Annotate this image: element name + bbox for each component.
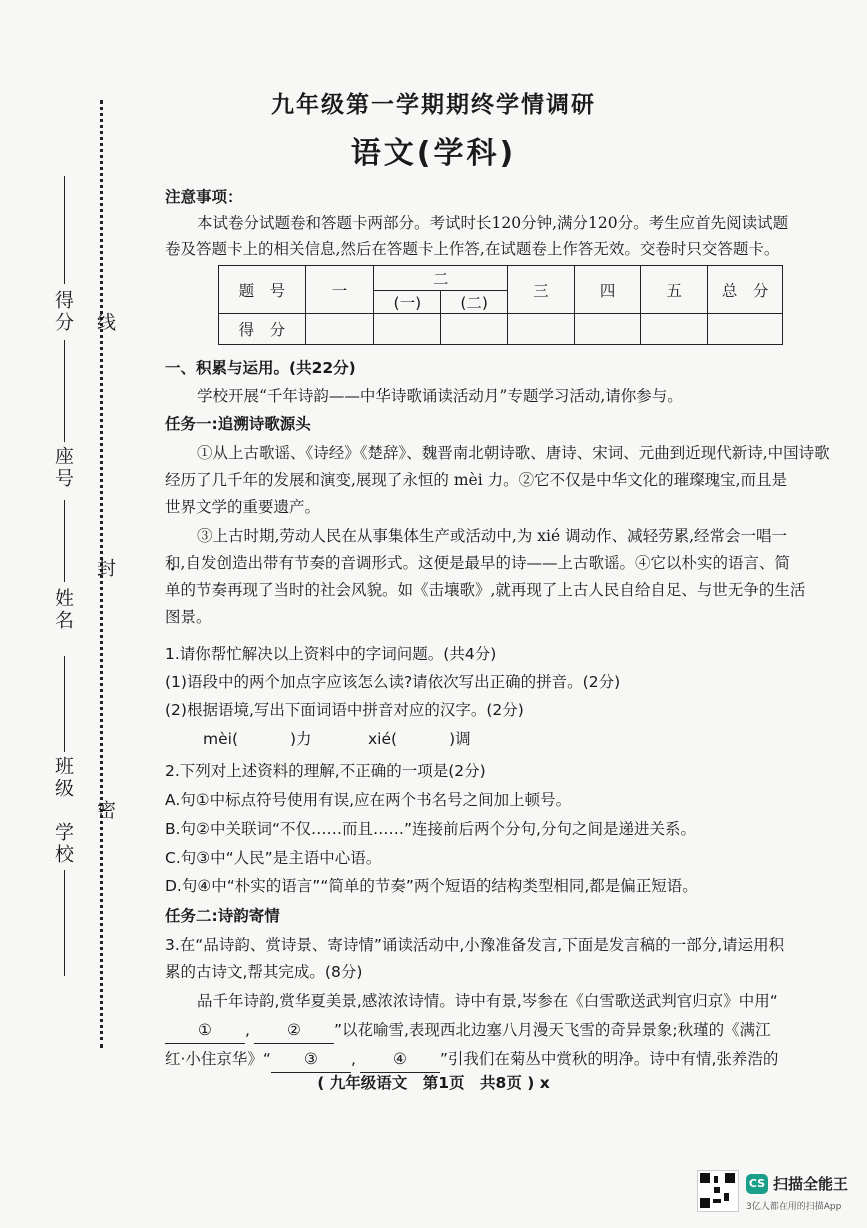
question-3-line-1: 3.在“品诗韵、赏诗景、寄诗情”诵读活动中,小豫准备发言,下面是发言稿的一部分,请运用积 <box>165 936 785 954</box>
score-cell <box>574 314 641 345</box>
score-cell <box>374 314 441 345</box>
score-table-col-2b: (二) <box>441 291 508 314</box>
class-underline <box>64 656 65 752</box>
score-field-label: 得分 <box>52 290 74 334</box>
answer-xie <box>368 727 471 749</box>
passage-line <box>165 550 845 576</box>
task-2-heading: 任务二:诗韵寄情 <box>165 907 280 925</box>
score-table-col-2a: (一) <box>374 291 441 314</box>
question-2: 2.下列对上述资料的理解,不正确的一项是(2分) <box>165 762 486 780</box>
qr-code-icon <box>697 1170 739 1212</box>
feng-label: 封 <box>94 558 116 580</box>
question-1-2: (2)根据语境,写出下面词语中拼音对应的汉字。(2分) <box>165 701 524 719</box>
score-table-col-2: 二 <box>374 266 508 291</box>
passage-line: 单的节奏再现了当时的社会风貌。如《击壤歌》,就再现了上古人民自给自足、与世无争的生活 <box>165 581 806 599</box>
mei-close: )力 <box>290 730 312 748</box>
dotted-character: 和 <box>165 554 181 572</box>
answer-mei <box>203 727 312 749</box>
notice-line-1: 本试卷分试题卷和答题卡两部分。考试时长120分钟,满分120分。考生应首先阅读试题 <box>197 214 789 232</box>
pinyin-mei: mèi( <box>203 730 238 748</box>
seat-underline <box>64 340 65 442</box>
notice-line-2: 卷及答题卡上的相关信息,然后在答题卡上作答,在试题卷上作答无效。交卷时只交答题卡。 <box>165 240 780 258</box>
task-1-heading: 任务一:追溯诗歌源头 <box>165 415 311 433</box>
mi-label: 密 <box>94 800 116 822</box>
question-1-1: (1)语段中的两个加点字应该怎么读?请依次写出正确的拼音。(2分) <box>165 673 621 691</box>
blank-2[interactable]: ② <box>254 1017 334 1044</box>
score-cell <box>708 314 783 345</box>
xie-close: )调 <box>449 730 471 748</box>
camscanner-name: 扫描全能王 <box>773 1175 849 1193</box>
question-3-line-3: 品千年诗韵,赏华夏美景,感浓浓诗情。诗中有景,岑参在《白雪歌送武判官归京》中用“ <box>197 992 778 1010</box>
score-table-header-label: 题 号 <box>219 266 306 314</box>
score-table-col-4: 四 <box>574 266 641 314</box>
question-1: 1.请你帮忙解决以上资料中的字词问题。(共4分) <box>165 645 497 663</box>
section-1-intro: 学校开展“千年诗韵——中华诗歌诵读活动月”专题学习活动,请你参与。 <box>197 387 683 405</box>
passage-line: ③上古时期,劳动人民在从事集体生产或活动中,为 xié 调动作、减轻劳累,经常会一唱一 <box>197 527 788 545</box>
school-field-label: 学校 <box>52 822 74 866</box>
option-a: A.句①中标点符号使用有误,应在两个书名号之间加上顿号。 <box>165 791 572 809</box>
question-3-line-5: 红·小住京华》“ ③ , ④ ”引我们在菊丛中赏秋的明净。诗中有情,张养浩的 <box>165 1046 845 1073</box>
exam-title: 九年级第一学期期终学情调研 <box>271 92 596 118</box>
question-3-line-2: 累的古诗文,帮其完成。(8分) <box>165 963 363 981</box>
name-underline <box>64 500 65 582</box>
section-1-heading: 一、积累与运用。(共22分) <box>165 359 356 377</box>
question-3-mid: ”以花喻雪,表现西北边塞八月漫天飞雪的奇异景象;秋瑾的《满江 <box>333 1021 771 1039</box>
blank-3[interactable]: ③ <box>271 1046 351 1073</box>
passage-line: 经历了几千年的发展和演变,展现了永恒的 mèi 力。②它不仅是中华文化的璀璨瑰宝,而且是 <box>165 471 788 489</box>
question-3-tail: ”引我们在菊丛中赏秋的明净。诗中有情,张养浩的 <box>439 1050 779 1068</box>
score-table-col-5: 五 <box>641 266 708 314</box>
option-d: D.句④中“朴实的语言”“简单的节奏”两个短语的结构类型相同,都是偏正短语。 <box>165 877 698 895</box>
passage-line: 世界文学的重要遗产。 <box>165 498 321 516</box>
school-underline <box>64 870 65 976</box>
xian-label: 线 <box>94 312 116 334</box>
question-3-line-4: ① , ② ”以花喻雪,表现西北边塞八月漫天飞雪的奇异景象;秋瑾的《满江 <box>165 1017 845 1044</box>
notice-heading: 注意事项： <box>165 188 243 206</box>
class-field-label: 班级 <box>52 756 74 800</box>
blank-1[interactable]: ① <box>165 1017 245 1044</box>
option-c: C.句③中“人民”是主语中心语。 <box>165 849 382 867</box>
score-cell <box>508 314 575 345</box>
page-footer: ( 九年级语文 第1页 共8页 ) x <box>317 1074 550 1092</box>
name-field-label: 姓名 <box>52 588 74 632</box>
blank-4[interactable]: ④ <box>360 1046 440 1073</box>
score-table-total: 总 分 <box>708 266 783 314</box>
score-cell <box>441 314 508 345</box>
camscanner-tagline: 3亿人都在用的扫描App <box>746 1202 842 1212</box>
seat-field-label: 座号 <box>52 446 74 490</box>
camscanner-logo: CS <box>746 1174 768 1194</box>
score-cell <box>305 314 374 345</box>
score-table <box>218 265 783 345</box>
score-cell <box>641 314 708 345</box>
score-table-row2-label: 得 分 <box>219 314 306 345</box>
pinyin-xie: xié( <box>368 730 398 748</box>
passage-line: ①从上古歌谣、《诗经》《楚辞》、魏晋南北朝诗歌、唐诗、宋词、元曲到近现代新诗,中国诗歌 <box>197 444 830 462</box>
option-b: B.句②中关联词“不仅……而且……”连接前后两个分句,分句之间是递进关系。 <box>165 820 696 838</box>
passage-line: 图景。 <box>165 608 212 626</box>
score-table-col-3: 三 <box>508 266 575 314</box>
subject-title: 语文(学科) <box>350 136 517 171</box>
question-3-poem: 红·小住京华》“ <box>165 1050 271 1068</box>
score-table-col-1: 一 <box>305 266 374 314</box>
score-underline <box>64 176 65 284</box>
passage-text: ,自发创造出带有节奏的音调形式。这便是最早的诗——上古歌谣。④它以朴实的语言、简 <box>180 554 790 572</box>
